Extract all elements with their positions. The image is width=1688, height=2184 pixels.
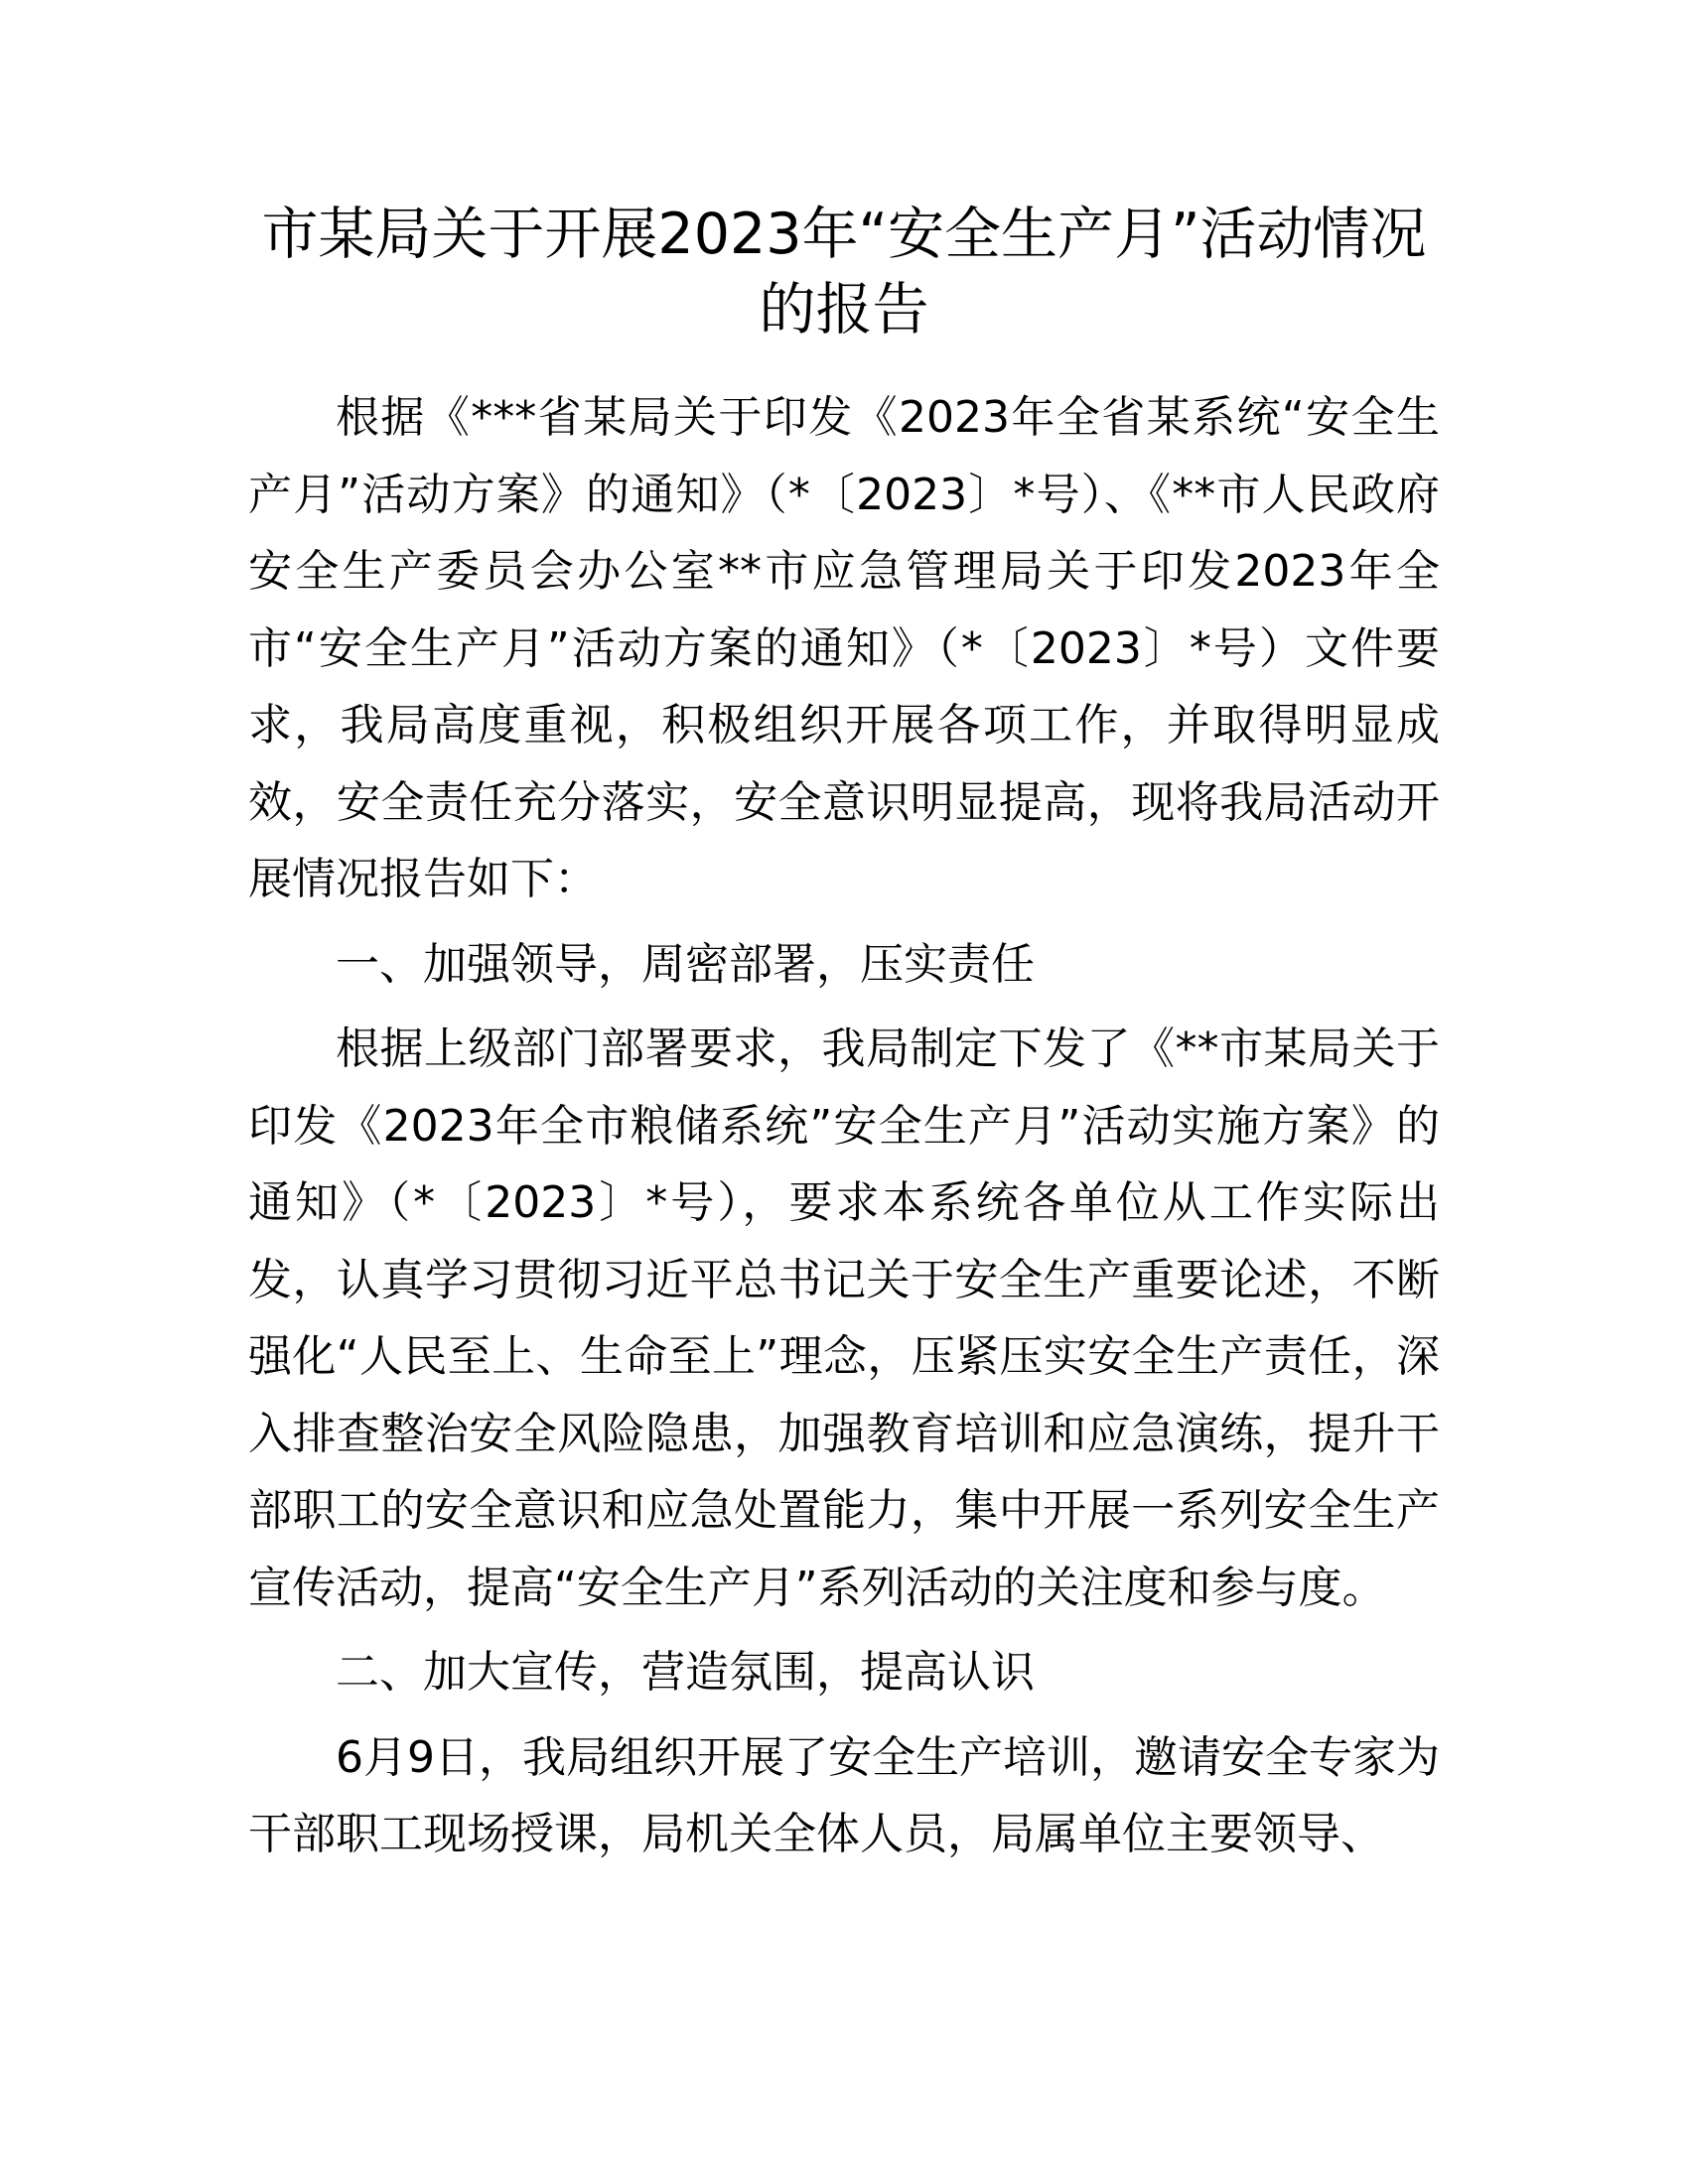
section-1-paragraph: 根据上级部门部署要求，我局制定下发了《**市某局关于印发《2023年全市粮储系统”安全生产月”活动实施方案》的通知》（*〔2023〕*号），要求本系统各单位从工作实际出发，认真学习贯彻习近平总书记关于安全生产重要论述，不断强化“人民至上、生命至上”理念，压紧压实安全生产责任，深入排查整治安全风险隐患，加强教育培训和应急演练，提升干部职工的安全意识和应急处置能力，集中开展一系列安全生产宣传活动，提高“安全生产月”系列活动的关注度和参与度。 [248,1024,1440,1613]
intro-paragraph: 根据《***省某局关于印发《2023年全省某系统“安全生产月”活动方案》的通知》（*〔2023〕*号）、《**市人民政府安全生产委员会办公室**市应急管理局关于印发2023年全市“安全生产月”活动方案的通知》（*〔2023〕*号）文件要求，我局高度重视，积极组织开展各项工作，并取得明显成效，安全责任充分落实，安全意识明显提高，现将我局活动开展情况报告如下： [248,392,1440,904]
document-body [248,379,1440,1873]
section-2-heading: 二、加大宣传，营造氛围，提高认识 [336,1647,1035,1698]
document-title: 市某局关于开展2023年“安全生产月”活动情况的报告 [261,202,1427,342]
section-1-heading: 一、加强领导，周密部署，压实责任 [336,938,1035,990]
section-2-paragraph: 6月9日，我局组织开展了安全生产培训，邀请安全专家为干部职工现场授课，局机关全体人员，局属单位主要领导、 [248,1731,1440,1859]
